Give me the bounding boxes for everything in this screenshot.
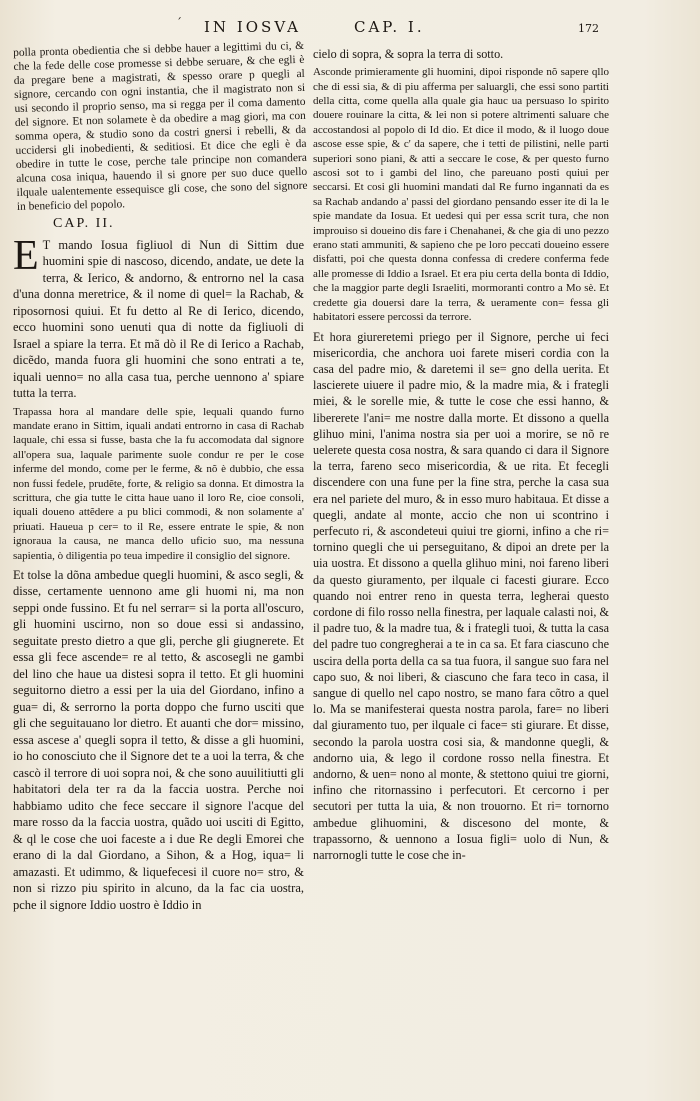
right-column	[313, 46, 609, 866]
commentary-paragraph: Asconde primieramente gli huomini, dipoi risponde nõ sapere qllo che di essi sia, & di piu afferma per saluargli, che essi sono partiti della citta, come quella alla quale gia hauc ua persuaso lo spirito douere rouinare la citta, & lei non si potere altrimenti saluare che accostandosi al popolo di Id dio. Et dice il modo, & il luogo doue ascose esse spie, & c' da sapere, che i tetti de pilistini, nelle parti superiori sono piani, & atti a seccare le cose, & per questo furno ascosi sot to i gambi del lino, che pareuano posti quiui per seccarsi. Et cosi gli huomini mandati dal Re furno ingannati da es sa Rachab andando a' passi del giordano pensando esser ite di la le spie mandate da Iosua. Et uedesi qui per essa scrit tura, che non improuiso si doueino dis fare i Chenahanei, & che gia di uno pezzo erano stati ammuniti, & sapieno che pe loro peccati doueino essere disfatti, poi che questa donna confessa di credere conferma fede alle promesse di Iddio a Israel. Et era piu certa della bonta di Iddio, che la maggior parte degli Israeliti, mormoranti contro a Mo sè. Et credette gia douersi dare la terra, & ueramente con= fessa gli habitatori essere percossi da terrore.	[313, 66, 610, 324]
scripture-paragraph: Et tolse la dõna ambedue quegli huomini, & asco segli, & disse, certamente uennono ame gli huomi ni, ma non seppi onde fussino. Et fu nel serrar= si la porta all'oscuro, gli huomini uscirno, non so doue essi si andassino, seguitate presto dietro a que gli, perche gli giugnerete. Et essa gli fece ascende= re al tetto, & ascosegli ne gambi del lino che haue ua distesi sopra il tetto. Et gli huomini seguitorno dietro a essi per la uia del Giordano, infino a gua= di, & serrorno la porta doppo che furno usciti que gli che seguitauano lor dietro. Et auanti che dor= missino, essa ascese a' quegli sopra il tetto, & disse a gli huomini, io ho conosciuto che il Signore det te a uoi la terra, & che cascò il terrore di uoi sopra noi, & che sono auuilitiutti gli habitatori dela ter ra da la faccia uostra. Perche noi habbiamo udito che fece seccare il signore l'acque del mare rosso da la faccia uostra, quãdo uoi usciti di Egitto, & ql le cose che uoi faceste a i due Re degli Emorei che erano di la dal Giordano, a Sihon, & a Hog, iqua= li amazasti. Et udimmo, & liquefecesi il cuore no= stro, & non si rizzo piu spirito in alcuno, da la fac cia uostra, pche il signore Iddio uostro è Iddio in	[13, 567, 304, 912]
commentary-paragraph: Trapassa hora al mandare delle spie, lequali quando furno mandate erano in Sittim, iquali andati entrorno in casa di Rachab laquale, chi essa si fusse, basta che la fu accomodata dal signore all'opera sua, laquale parimente suole condur re per le cose inferme del mondo, come per le ferme, & nõ è dubbio, che essa non fussi fedele, prudẽte, forte, & religio sa donna. Et dimostra la scrittura, che gia tutte le citta haue uano il loro Re, cioe consoli, iquali doueno attẽdere a pu blici commodi, & non solamente a' priuati. Haueua p cer= to il Re, essere entrate le spie, & non ignoraua la causa, ne manca dello uficio suo, ma nessuna sapientia, ò diligentia po teua impedire il consiglio del signore.	[13, 405, 304, 562]
commentary-paragraph: polla pronta obedientia che si debbe hauer a legittimi du ci, & che la fede delle cose promesse si debbe seruare, & che egli è da pregare bene a magistrati, & spesso orare p quegli al signore, cercando con ogni instantia, che il magistrato non si usi secondo il proprio senso, ma si regga per il coma damento del signore. Et non solamete è da obedire a mag giori, ma con somma opera, & studio sono da costri gnersi i rebelli, & da uccidersi gli inobedienti, & seditiosi. Et dice che egli è da obedire in tutte le cose, perche tale principe non comandera alcuna cosa iniqua, hauendo il si gnore per suo duce quello ilquale ualentemente essequisce gli cose, che sono del signore in beneficio del popolo.	[13, 39, 308, 213]
chapter-heading: CAP. II.	[53, 216, 115, 231]
page-number: 172	[578, 22, 599, 35]
scripture-paragraph: Et hora giureretemi priego per il Signore, perche ui feci misericordia, che anchora uoi farete miseri cordia con la casa del padre mio, & daretemi il se= gno della uerita. Et lascierete uiuere il padre mio, & la madre mia, & i frategli miei, & le sorelle mie, & tutte le cose che essi hanno, & libererete l'ani= me nostre dalla morte. Et dissono a quella glihuo mini, l'anima nostra sia per uoi a morire, se nõ re uelerete questa cosa nostra, & sara quando ci dara il Signore la terra, fareno seco misericordia, & ue rita. Et fecegli discendere con una fune per la fine stra, perche la casa sua era nel pariete del muro, & in esso muro habitaua. Et disse a quegli, andate al monte, accio che non ui scontrino i perfecuto ri, & ascondeteui quiui tre giorni, infino a che ri= tornino quegli che ui perseguitano, & dipoi an drete per la uia uostra. Et dissono a quella glihuo mini, noi fareno liberi da questo giuramento, per ilquale ci facesti giurare. Ecco quando noi entrer reno in questa terra, legherai questo cordone di filo rosso nella finestra, per laquale calasti noi, & il padre tuo, & la madre tua, & i frategli tuoi, & tutta la casa del padre tuo congregherai a te in ca sa. Et fara ciascuno che uscira della porta della ca sa tua fuora, il sangue suo fara nel capo suo, & noi liberi, & ciascuno che fara teco in casa, il sangue di quello nel capo nostro, se mano fara cõtro a quel lo. Ma se manifesterai questa nostra parola, fare= no liberi dal giuramento tuo, per ilquale ci face= sti giurare. Et disse, secondo la parola uostra cosi sia, & mandonne quegli, & andorno uia, & lego il cordone rosso nella finestra. Et andorno, & uen= nono al monte, & stettono quiui tre giorni, infino che ritornassino i perfecutori. Et cercorno i per secutori per tutta la uia, & non trouorno. Et ri= tornorno ambedue glihuomini, & discesono del monte, & trapassorno, & uennono a Iosua figli= uolo di Nun, & narrornogli tutte le cose che in-	[313, 329, 609, 863]
scripture-paragraph: cielo di sopra, & sopra la terra di sotto.	[313, 47, 504, 61]
drop-cap: E	[13, 232, 39, 279]
running-header	[0, 10, 700, 40]
scripture-paragraph	[13, 232, 304, 402]
scripture-text: T mando Iosua figliuol di Nun di Sittim due huomini spie di nascoso, dicendo, andate, ue dete la terra, & Ierico, & andorno, & entrorno nel la casa d'una donna meretrice, & il nome di quel= la Rachab, & riposornosi quiui. Et fu detto al Re di Ierico, dicendo, ecco huomini sono uenuti qua di notte da figliuoli di Israel a spiare la terra. Et mã dò il Re di Ierico a Rachab, dicẽdo, manda fuora gli huomini che sono entrati a te, iquali uenno= no alla casa tua, perche uennono a' spiare tutta la terra.	[13, 237, 304, 400]
left-column	[13, 39, 308, 916]
book-title: IN IOSVA	[204, 18, 301, 36]
chapter-title: CAP. I.	[354, 18, 425, 36]
header-mark: ´	[176, 16, 182, 30]
